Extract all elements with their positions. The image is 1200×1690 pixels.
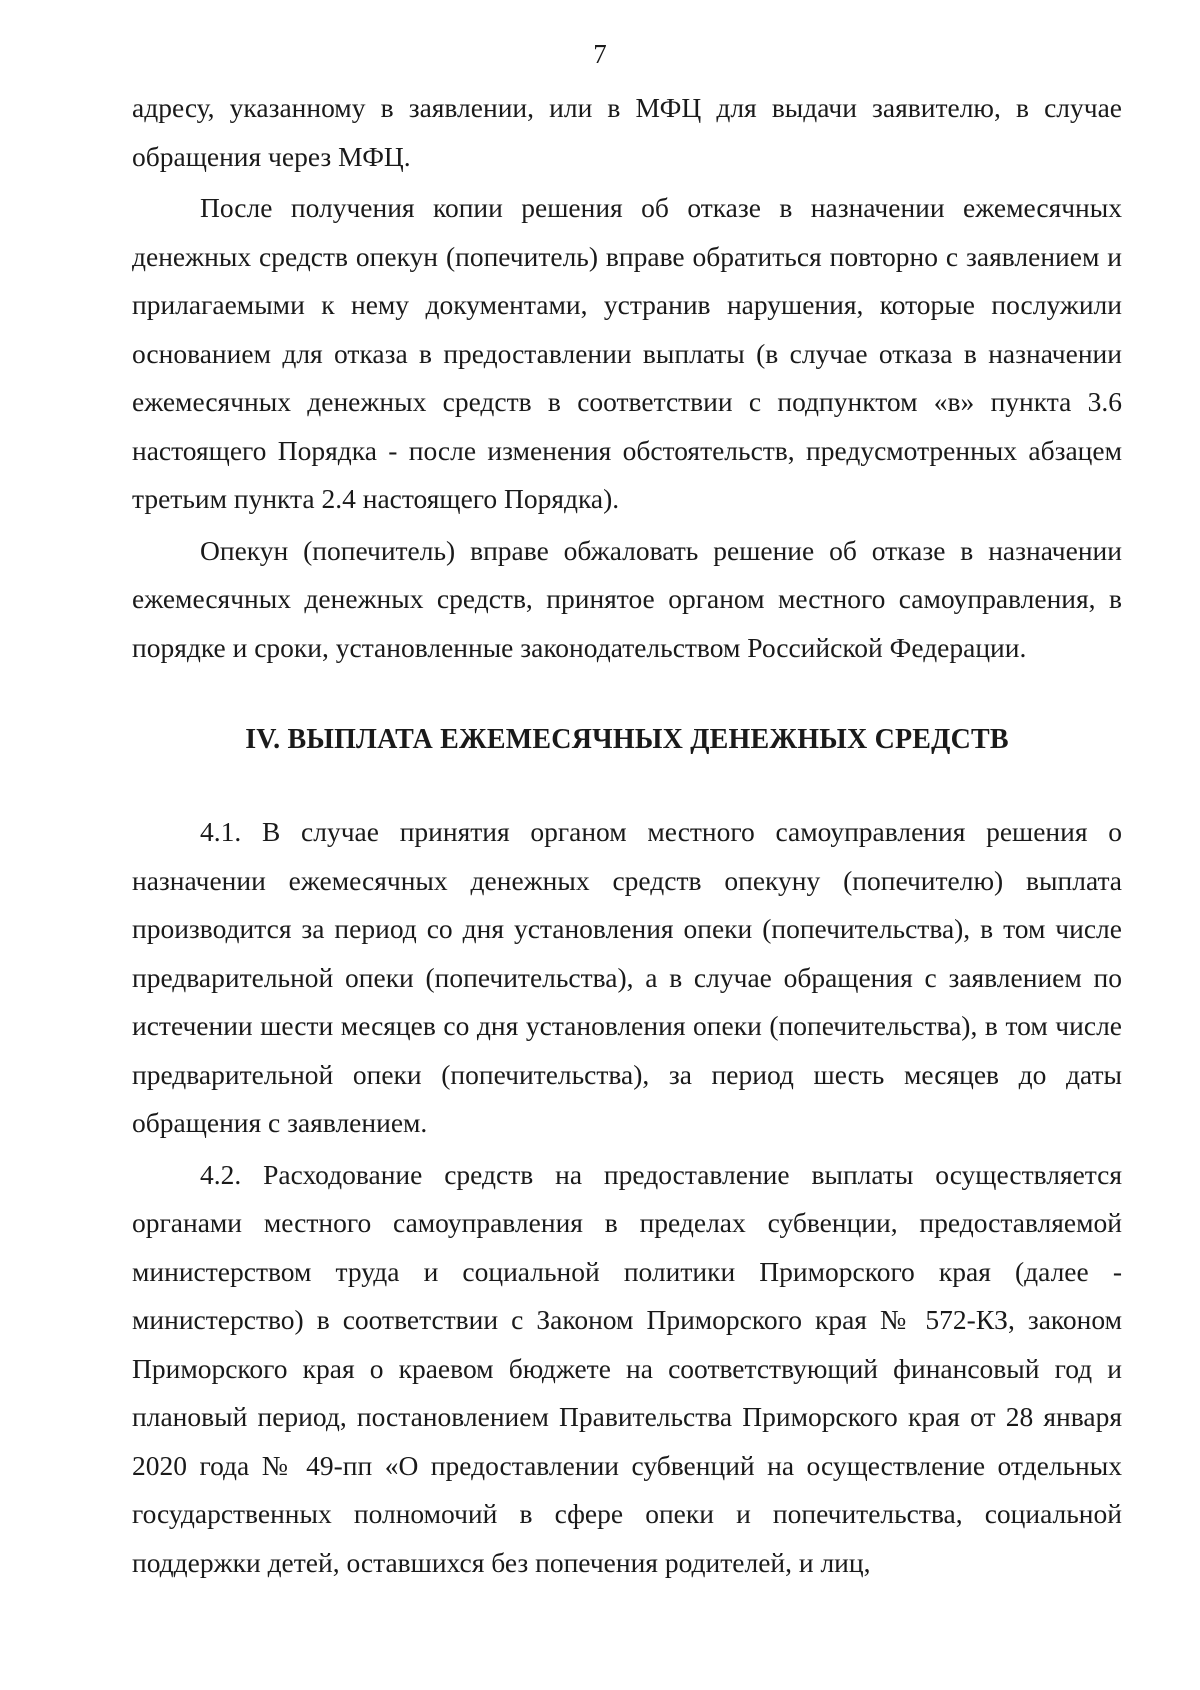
section-heading: IV. ВЫПЛАТА ЕЖЕМЕСЯЧНЫХ ДЕНЕЖНЫХ СРЕДСТВ <box>245 724 1009 755</box>
paragraph-4-2: 4.2. Расходование средств на предоставление выплаты осуществляется органами местного самоуправления в пределах субвенции, предоставляемой министерством труда и социальной политики Приморского края (далее - министерство) в соответствии с Законом Приморского края № 572-КЗ, законом Приморского края о краевом бюджете на соответствующий финансовый год и плановый период, постановлением Правительства Приморского края от 28 января 2020 года № 49-пп «О предоставлении субвенций на осуществление отдельных государственных полномочий в сфере опеки и попечительства, социальной поддержки детей, оставшихся без попечения родителей, и лиц, <box>132 1158 1122 1578</box>
paragraph-4-1: 4.1. В случае принятия органом местного самоуправления решения о назначении ежемесячных денежных средств опекуну (попечителю) выплата производится за период со дня установления опеки (попечительства), в том числе предварительной опеки (попечительства), а в случае обращения с заявлением по истечении шести месяцев со дня установления опеки (попечительства), в том числе предварительной опеки (попечительства), за период шесть месяцев до даты обращения с заявлением. <box>132 816 1122 1138</box>
document-body <box>132 84 1122 1587</box>
paragraph-after-copy: После получения копии решения об отказе в назначении ежемесячных денежных средств опекун (попечитель) вправе обратиться повторно с заявлением и прилагаемыми к нему документами, устранив нарушения, которые послужили основанием для отказа в предоставлении выплаты (в случае отказа в назначении ежемесячных денежных средств в соответствии с подпунктом «в» пункта 3.6 настоящего Порядка - после изменения обстоятельств, предусмотренных абзацем третьим пункта 2.4 настоящего Порядка). <box>132 192 1122 514</box>
page-number: 7 <box>593 39 607 69</box>
paragraph-appeal: Опекун (попечитель) вправе обжаловать решение об отказе в назначении ежемесячных денежных средств, принятое органом местного самоуправления, в порядке и сроки, установленные законодательством Российской Федерации. <box>132 534 1122 663</box>
paragraph-continuation: адресу, указанному в заявлении, или в МФЦ для выдачи заявителю, в случае обращения через МФЦ. <box>132 92 1122 172</box>
